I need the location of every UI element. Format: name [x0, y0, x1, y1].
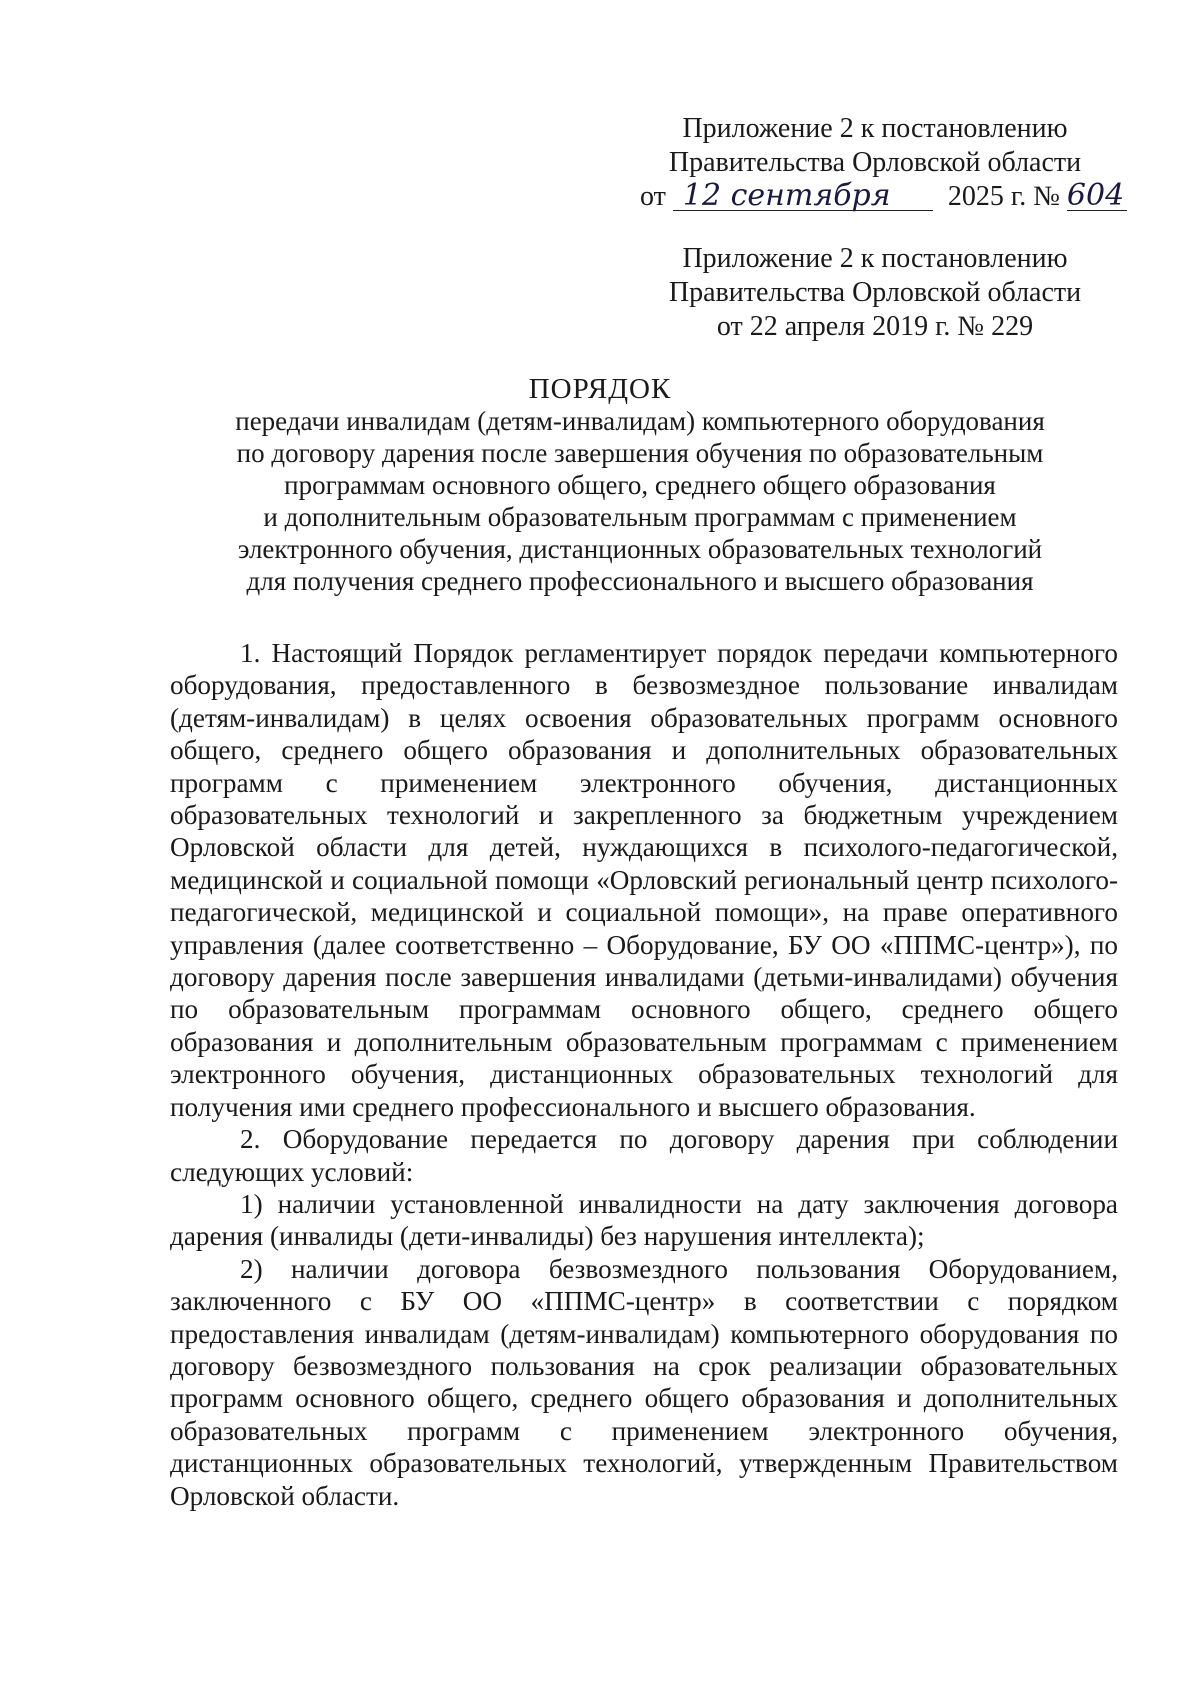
- handwritten-number: 604: [1067, 182, 1127, 211]
- appendix-old-line1: Приложение 2 к постановлению: [682, 243, 1068, 274]
- document-body: [170, 637, 1118, 1512]
- date-prefix: от: [640, 181, 666, 212]
- appendix-new-line1: Приложение 2 к постановлению: [682, 113, 1068, 144]
- document-title: ПОРЯДОК: [528, 373, 672, 405]
- appendix-old-line3: от 22 апреля 2019 г. № 229: [716, 311, 1034, 342]
- paragraph-2-item-2: 2) наличии договора безвозмездного пользования Оборудованием, заключенного с БУ ОО «ППМС-центр» в соответствии с порядком предоставления инвалидам (детям-инвалидам) компьютерного оборудования по договору безвозмездного пользования на срок реализации образовательных программ основного общего, среднего общего образования и дополнительных образовательных программ с применением электронного обучения, дистанционных образовательных технологий, утвержденным Правительством Орловской области.: [170, 1253, 1118, 1511]
- subtitle-line: для получения среднего профессионального и высшего образования: [246, 566, 1034, 596]
- appendix-old-line2: Правительства Орловской области: [668, 277, 1082, 308]
- appendix-new-date-line: [640, 178, 1125, 214]
- subtitle-line: программам основного общего, среднего общего образования: [284, 470, 996, 500]
- appendix-header-old: [640, 242, 1110, 344]
- subtitle-line: и дополнительным образовательным программам с применением: [263, 502, 1017, 532]
- paragraph-2: 2. Оборудование передается по договору дарения при соблюдении следующих условий:: [170, 1124, 1118, 1187]
- handwritten-date: 12 сентября: [673, 182, 933, 211]
- paragraph-1: 1. Настоящий Порядок регламентирует порядок передачи компьютерного оборудования, предоставленного в безвозмездное пользование инвалидам (детям-инвалидам) в целях освоения образовательных программ основного общего, среднего общего образования и дополнительных образовательных программ с применением электронного обучения, дистанционных образовательных технологий и закрепленного за бюджетным учреждением Орловской области для детей, нуждающихся в психолого-педагогической, медицинской и социальной помощи «Орловский региональный центр психолого-педагогической, медицинской и социальной помощи», на праве оперативного управления (далее соответственно – Оборудование, БУ ОО «ППМС-центр»), по договору дарения после завершения инвалидами (детьми-инвалидами) обучения по образовательным программам основного общего, среднего общего образования и дополнительным образовательным программам с применением электронного обучения, дистанционных образовательных технологий для получения ими среднего профессионального и высшего образования.: [170, 638, 1118, 1122]
- appendix-header-new: [640, 112, 1125, 214]
- date-year: 2025 г. №: [947, 181, 1060, 212]
- subtitle-line: по договору дарения после завершения обучения по образовательным: [236, 438, 1044, 468]
- paragraph-2-item-1: 1) наличии установленной инвалидности на дату заключения договора дарения (инвалиды (дети-инвалиды) без нарушения интеллекта);: [170, 1188, 1118, 1252]
- subtitle-line: передачи инвалидам (детям-инвалидам) компьютерного оборудования: [235, 406, 1045, 436]
- appendix-new-line2: Правительства Орловской области: [668, 147, 1082, 178]
- document-subtitle: [200, 405, 1080, 597]
- subtitle-line: электронного обучения, дистанционных образовательных технологий: [237, 534, 1043, 564]
